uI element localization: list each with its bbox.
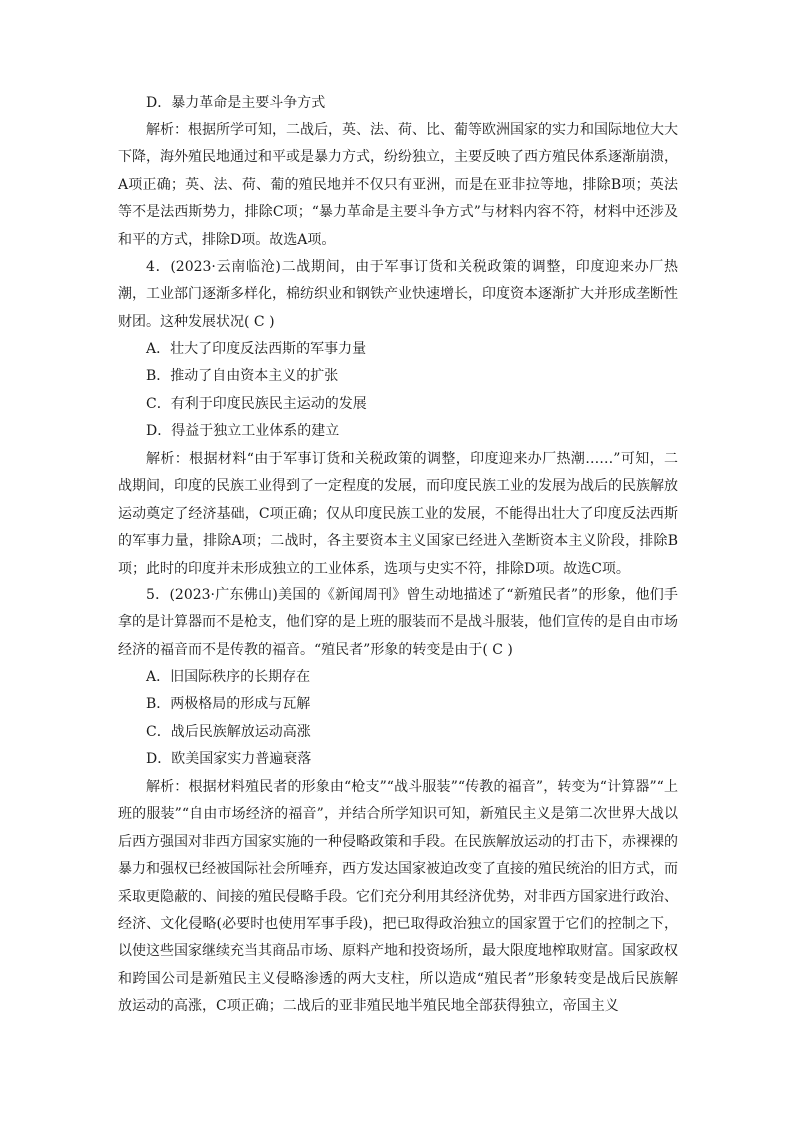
q4-analysis: 解析：根据材料“由于军事订货和关税政策的调整，印度迎来办厂热潮……”可知，二战期间，印度的民族工业得到了一定程度的发展，而印度民族工业的发展为战后的民族解放运动奠定了经济基础，C项正确；仅从印度民族工业的发展，不能得出壮大了印度反法西斯的军事力量，排除A项；二战时，各主要资本主义国家已经进入垄断资本主义阶段，排除B项；此时的印度并未形成独立的工业体系，选项与史实不符，排除D项。故选C项。 xyxy=(118,451,678,577)
q4-stem: 4．(2023·云南临沧)二战期间，由于军事订货和关税政策的调整，印度迎来办厂热潮，工业部门逐渐多样化，棉纺织业和钢铁产业快速增长，印度资本逐渐扩大并形成垄断性财团。这种发展状况( C ) xyxy=(118,259,678,330)
q5-option-c: C．战后民族解放运动高涨 xyxy=(146,724,311,740)
q3-option-d: D．暴力革命是主要斗争方式 xyxy=(146,95,326,111)
q4-option-a: A．壮大了印度反法西斯的军事力量 xyxy=(146,341,367,357)
q5-option-a: A．旧国际秩序的长期存在 xyxy=(146,669,311,685)
q4-option-b: B．推动了自由资本主义的扩张 xyxy=(146,368,339,384)
q5-stem: 5．(2023·广东佛山)美国的《新闻周刊》曾生动地描述了“新殖民者”的形象，他们手拿的是计算器而不是枪支，他们穿的是上班的服装而不是战斗服装，他们宣传的是自由市场经济的福音而不是传教的福音。“殖民者”形象的转变是由于( C ) xyxy=(118,587,678,658)
q4-option-c: C．有利于印度民族民主运动的发展 xyxy=(146,396,367,412)
q5-option-b: B．两极格局的形成与瓦解 xyxy=(146,696,311,712)
q5-option-d: D．欧美国家实力普遍衰落 xyxy=(146,751,312,767)
q5-analysis: 解析：根据材料殖民者的形象由“枪支”“战斗服装”“传教的福音”，转变为“计算器”“上班的服装”“自由市场经济的福音”，并结合所学知识可知，新殖民主义是第二次世界大战以后西方强国对非西方国家实施的一种侵略政策和手段。在民族解放运动的打击下，赤裸裸的暴力和强权已经被国际社会所唾弃，西方发达国家被迫改变了直接的殖民统治的旧方式，而采取更隐蔽的、间接的殖民侵略手段。它们充分利用其经济优势，对非西方国家进行政治、经济、文化侵略(必要时也使用军事手段)，把已取得政治独立的国家置于它们的控制之下，以使这些国家继续充当其商品市场、原料产地和投资场所，最大限度地榨取财富。国家政权和跨国公司是新殖民主义侵略渗透的两大支柱，所以造成“殖民者”形象转变是战后民族解放运动的高涨，C项正确；二战后的亚非殖民地半殖民地全部获得独立，帝国主义 xyxy=(118,779,678,1015)
q3-analysis: 解析：根据所学可知，二战后，英、法、荷、比、葡等欧洲国家的实力和国际地位大大下降，海外殖民地通过和平或是暴力方式，纷纷独立，主要反映了西方殖民体系逐渐崩溃，A项正确；英、法、荷、葡的殖民地并不仅只有亚洲，而是在亚非拉等地，排除B项；英法等不是法西斯势力，排除C项；“暴力革命是主要斗争方式”与材料内容不符，材料中还涉及和平的方式，排除D项。故选A项。 xyxy=(118,122,678,248)
q4-option-d: D．得益于独立工业体系的建立 xyxy=(146,423,340,439)
